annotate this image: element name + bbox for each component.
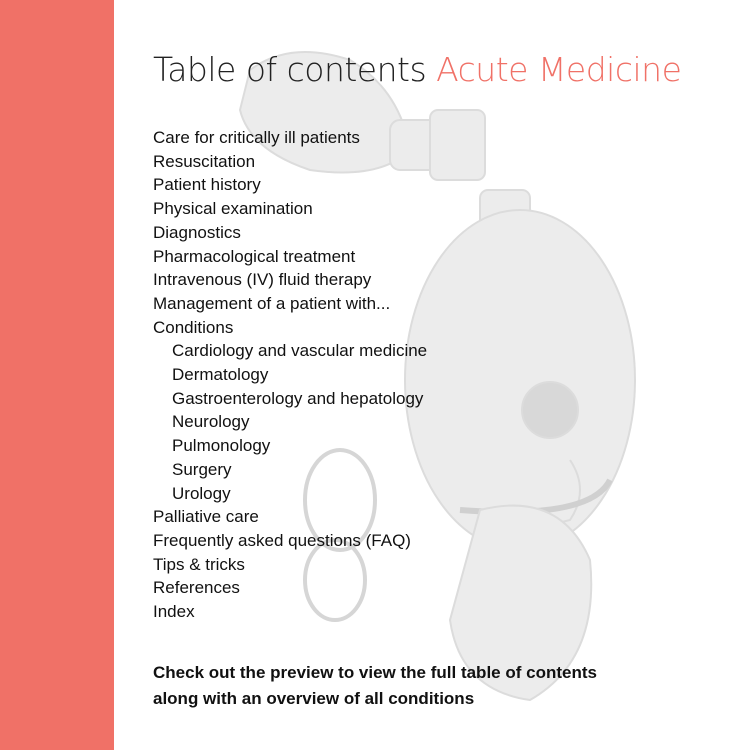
page-title — [153, 50, 681, 89]
toc-item: Gastroenterology and hepatology — [172, 388, 424, 408]
toc-item: Pharmacological treatment — [153, 246, 356, 266]
toc-item: Neurology — [172, 412, 250, 432]
toc-item: Management of a patient with... — [153, 293, 391, 313]
preview-note-line2: along with an overview of all conditions — [153, 689, 475, 708]
toc-item: Conditions — [153, 317, 234, 337]
preview-note — [153, 660, 713, 712]
preview-note-line1: Check out the preview to view the full table of contents — [153, 663, 597, 682]
toc-item: Index — [153, 602, 195, 622]
title-accent: Acute Medicine — [436, 50, 682, 89]
toc-item: Patient history — [153, 175, 261, 195]
toc-item: Physical examination — [153, 199, 313, 219]
toc-item: Care for critically ill patients — [153, 128, 360, 147]
toc-list — [153, 126, 427, 624]
toc-item: Tips & tricks — [153, 554, 245, 574]
toc-item: Resuscitation — [153, 151, 256, 171]
toc-item: Cardiology and vascular medicine — [172, 341, 428, 361]
toc-item: Frequently asked questions (FAQ) — [153, 530, 411, 550]
toc-item: References — [153, 578, 240, 598]
accent-sidebar — [0, 0, 114, 750]
toc-item: Palliative care — [153, 507, 259, 527]
toc-item: Urology — [172, 483, 231, 503]
title-main: Table of contents — [153, 50, 427, 89]
toc-item: Diagnostics — [153, 222, 241, 242]
toc-item: Surgery — [172, 459, 232, 479]
toc-item: Intravenous (IV) fluid therapy — [153, 270, 372, 290]
toc-item: Pulmonology — [172, 436, 271, 456]
toc-item: Dermatology — [172, 365, 269, 385]
